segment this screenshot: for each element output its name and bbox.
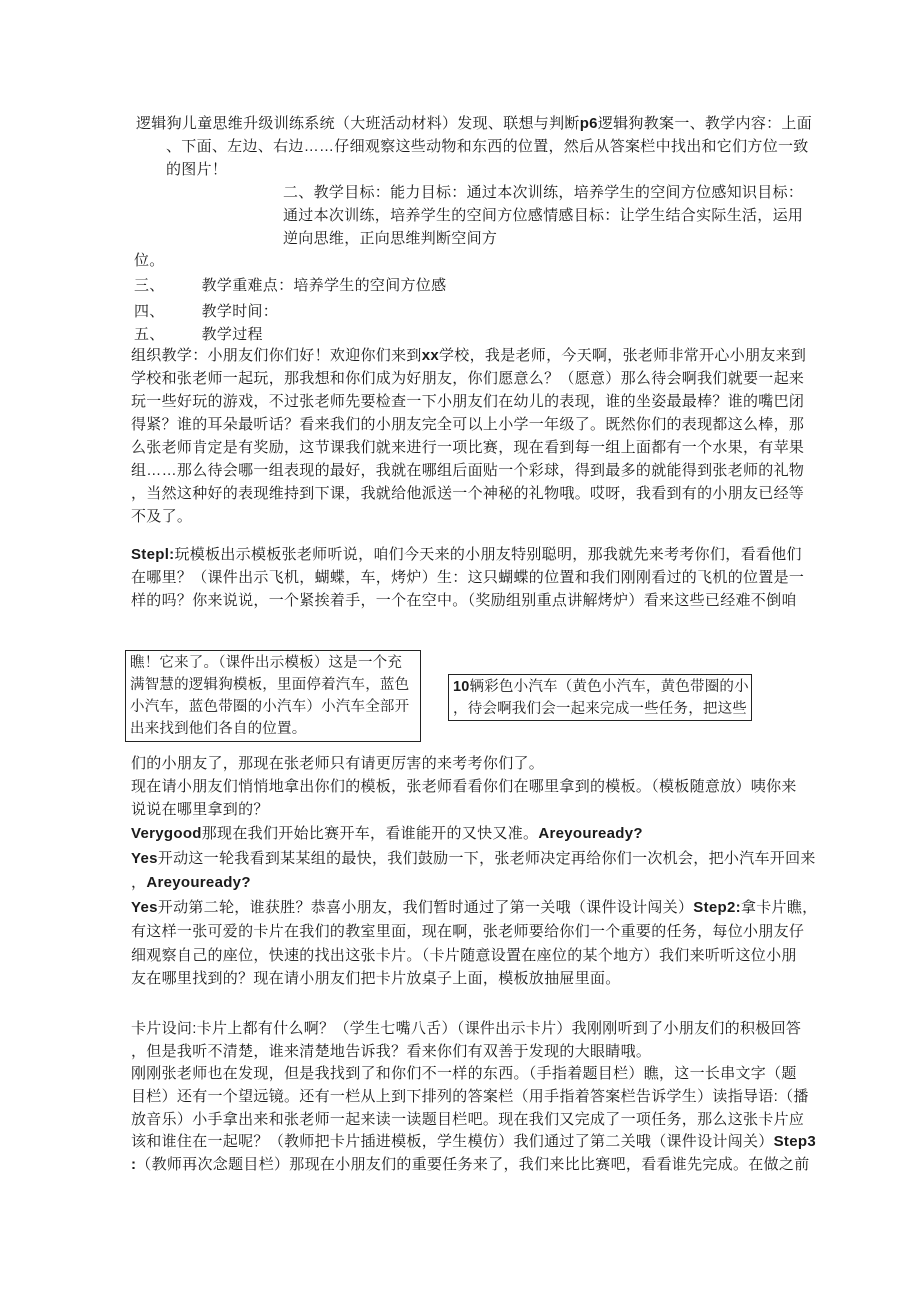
text-box-line [130,696,416,718]
text-line [131,847,816,870]
text-line [131,459,804,482]
text-line [166,158,227,181]
text-segment: 逻辑狗教案一、教学内容：上面 [597,115,813,132]
text-segment: 放音乐）小手拿出来和张老师一起来读一读题目栏吧。现在我们又完成了一项任务，那么这张卡片应 [131,1111,805,1128]
text-line [131,436,804,459]
text-segment: 么张老师肯定是有奖励，这节课我们就来进行一项比赛，现在看到每一组上面都有一个水果，有苹果 [131,439,805,456]
text-segment: p6 [579,115,598,132]
text-segment: Stepl: [131,546,175,563]
text-box-line [130,718,416,740]
text-line [131,967,621,990]
text-segment: 教学过程 [201,326,263,343]
text-segment: 开动第二轮，谁获胜？恭喜小朋友，我们暂时通过了第一关哦（课件设计闯关） [157,899,694,916]
text-line [131,920,804,943]
text-line [131,1108,804,1131]
text-line [134,300,278,323]
text-segment: ， [131,874,147,891]
text-box-line [453,676,747,698]
text-segment: 玩模板出示模板张老师听说，咱们今天来的小朋友特别聪明，那我就先来考考你们，看看他们 [174,546,802,563]
text-segment: 学校，我是老师，今天啊，张老师非常开心小朋友来到 [439,347,807,364]
text-segment: 拿卡片瞧， [740,899,818,916]
text-line [131,505,192,528]
text-line [283,227,497,250]
text-line [131,798,269,821]
text-line [131,871,251,894]
text-line [134,274,446,297]
text-segment: ，但是我听不清楚，谁来清楚地告诉我？看来你们有双善于发现的大眼睛哦。 [131,1043,652,1060]
text-segment: 教学时间： [201,303,279,320]
text-line [131,1153,810,1176]
text-line [131,1040,651,1063]
text-segment: 瞧！它来了。（课件出示模板）这是一个充 [130,655,403,671]
text-segment: 现在请小朋友们悄悄地拿出你们的模板，张老师看看你们在哪里拿到的模板。（模板随意放）咦你来 [131,778,797,795]
text-segment: 四、 [134,303,165,320]
text-segment: 不及了。 [131,508,193,525]
text-line [131,752,544,775]
text-segment: 出来找到他们各自的位置。 [130,721,307,737]
text-segment: Verygood [131,825,202,842]
text-segment: Yes [131,850,158,867]
text-segment: 目栏）还有一个望远镜。还有一栏从上到下排列的答案栏（用手指着答案栏告诉学生）读指导语:（播 [131,1088,809,1105]
text-line [131,482,804,505]
text-segment: 10 [453,679,470,695]
text-line [131,344,806,367]
text-segment: Areyouready? [146,874,251,891]
text-line [131,589,797,612]
text-line [131,896,817,919]
text-line [134,323,263,346]
text-segment: 通过本次训练，培养学生的空间方位感情感目标：让学生结合实际生活，运用 [283,207,804,224]
text-line [131,566,804,589]
text-box-line [130,674,416,696]
text-line [131,822,643,845]
text-segment: 小汽车，蓝色带圈的小汽车）小汽车全部开 [130,699,410,715]
text-segment: 得紧？谁的耳朵最听话？看来我们的小朋友完全可以上小学一年级了。既然你们的表现都这么棒，那 [131,416,805,433]
text-segment: 该和谁住在一起呢？（教师把卡片插进模板，学生模仿）我们通过了第二关哦（课件设计闯关） [131,1133,774,1150]
text-segment: 二、教学目标：能力目标：通过本次训练，培养学生的空间方位感知识目标： [283,184,804,201]
text-line [131,944,797,967]
text-segment: 组……那么待会哪一组表现的最好，我就在哪组后面贴一个彩球，得到最多的就能得到张老师的礼物 [131,462,805,479]
text-line [131,413,804,436]
text-segment: 逆向思维，正向思维判断空间方 [283,230,498,247]
text-segment: 五、 [134,326,165,343]
text-segment: 细观察自己的座位，快速的找出这张卡片。（卡片随意设置在座位的某个地方）我们来听听这位小朋 [131,947,797,964]
text-segment: 有这样一张可爱的卡片在我们的教室里面，现在啊，张老师要给你们一个重要的任务，每位小朋友仔 [131,923,805,940]
text-line [283,204,803,227]
text-segment: 的图片！ [166,161,228,178]
text-segment: 友在哪里找到的？现在请小朋友们把卡片放桌子上面，模板放抽屉里面。 [131,970,621,987]
text-box-line [130,652,416,674]
text-line [131,1017,801,1040]
text-segment: 们的小朋友了，那现在张老师只有请更厉害的来考考你们了。 [131,755,545,772]
text-segment: 、下面、左边、右边……仔细观察这些动物和东西的位置，然后从答案栏中找出和它们方位一致 [166,138,809,155]
text-segment: 卡片设问:卡片上都有什么啊？（学生七嘴八舌）（课件出示卡片）我刚刚听到了小朋友们的积极回答 [131,1020,802,1037]
text-box [448,674,752,721]
text-line [131,1085,809,1108]
text-segment: Step2: [693,899,741,916]
text-segment: 样的吗？你来说说，一个紧挨着手，一个在空中。（奖励组别重点讲解烤炉）看来这些已经难不倒咱 [131,592,797,609]
text-segment: ，待会啊我们会一起来完成一些任务，把这些 [453,701,747,717]
text-line [131,390,804,413]
text-line [283,181,803,204]
text-segment: 位。 [134,252,165,269]
text-segment: 玩一些好玩的游戏，不过张老师先要检查一下小朋友们在幼儿的表现，谁的坐姿最最棒？谁的嘴巴闭 [131,393,805,410]
text-segment: 刚刚张老师也在发现，但是我找到了和你们不一样的东西。（手指着题目栏）瞧，这一长串文字（题 [131,1065,797,1082]
text-segment: ，当然这种好的表现维持到下课，我就给他派送一个神秘的礼物哦。哎呀，我看到有的小朋友已经等 [131,485,805,502]
text-line [134,249,165,272]
text-box-line [453,698,747,720]
text-segment: xx [421,347,439,364]
text-line [131,775,797,798]
text-segment: 开动这一轮我看到某某组的最快，我们鼓励一下，张老师决定再给你们一次机会，把小汽车开回来 [157,850,816,867]
text-segment: 教学重难点：培养学生的空间方位感 [201,277,447,294]
text-segment: 组织教学：小朋友们你们好！欢迎你们来到 [131,347,422,364]
text-line [131,1062,797,1085]
text-segment: : [131,1156,137,1173]
text-segment: Step3 [773,1133,816,1150]
text-line [131,543,802,566]
text-segment: 那现在我们开始比赛开车，看谁能开的又快又准。 [201,825,539,842]
text-line [131,1130,816,1153]
text-box [125,650,421,742]
text-line [131,367,804,390]
text-segment: 三、 [134,277,165,294]
text-line [136,112,812,135]
text-line [166,135,809,158]
text-segment: 满智慧的逻辑狗模板，里面停着汽车，蓝色 [130,677,410,693]
text-segment: Areyouready? [538,825,643,842]
text-segment: Yes [131,899,158,916]
text-segment: 说说在哪里拿到的？ [131,801,269,818]
text-segment: （教师再次念题目栏）那现在小朋友们的重要任务来了，我们来比比赛吧，看看谁先完成。在做之前 [136,1156,810,1173]
text-segment: 学校和张老师一起玩，那我想和你们成为好朋友，你们愿意么？（愿意）那么待会啊我们就要一起来 [131,370,805,387]
text-segment: 辆彩色小汽车（黄色小汽车，黄色带圈的小 [469,679,749,695]
text-segment: 在哪里？（课件出示飞机，蝴蝶，车，烤炉）生：这只蝴蝶的位置和我们刚刚看过的飞机的位置是一 [131,569,805,586]
text-segment: 逻辑狗儿童思维升级训练系统（大班活动材料）发现、联想与判断 [136,115,580,132]
